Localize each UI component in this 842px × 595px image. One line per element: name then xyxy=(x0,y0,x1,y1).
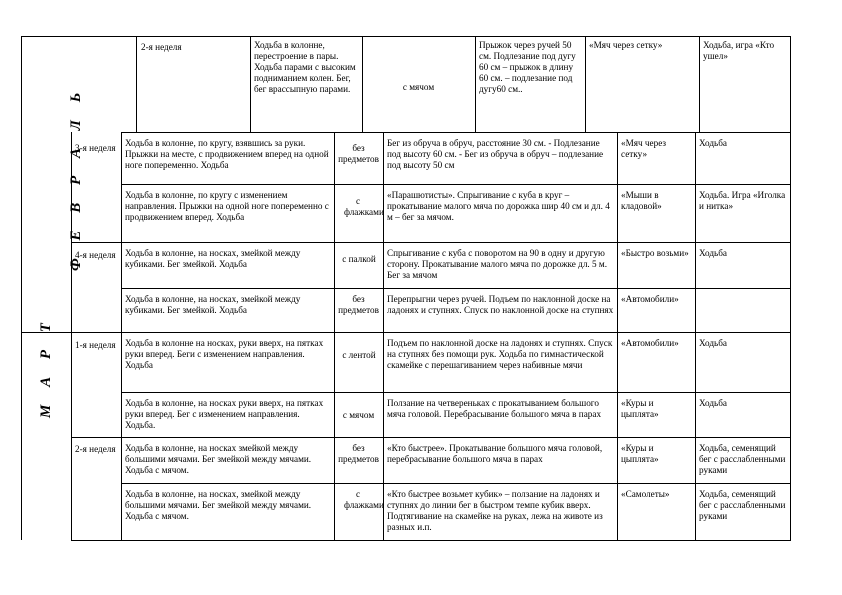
equipment-cell: с мячом xyxy=(402,82,435,92)
week-label: 1-я неделя xyxy=(75,340,116,350)
final-part-cell: Ходьба, игра «Кто ушел» xyxy=(703,40,775,61)
basic-movements-cell: Ползание на четвереньках с прокатыванием большого мяча головой. Перебрасывание большого мяча в парах xyxy=(387,398,602,419)
walking-cell: Ходьба в колонне, на носках, змейкой между кубиками. Бег змейкой. Ходьба xyxy=(125,294,301,315)
walking-cell: Ходьба в колонне, на носках, змейкой между большими мячами. Бег змейкой между мячами. Ходьба с мячом. xyxy=(125,489,312,521)
grid-line xyxy=(136,36,137,132)
basic-movements-cell: Бег из обруча в обруч, расстояние 30 см. - Подлезание под высоту 60 см. - Бег из обруча в обруч – подлезание под высоту 50 см xyxy=(387,138,604,170)
week-label: 4-я неделя xyxy=(75,250,116,260)
game-cell: «Куры и цыплята» xyxy=(621,443,659,464)
game-cell: «Самолеты» xyxy=(621,489,670,499)
final-part-cell: Ходьба xyxy=(699,398,728,408)
basic-movements-cell: «Кто быстрее возьмет кубик» – ползание на ладонях и ступнях до линии бег в быстром темпе кубик вверх. Подтягивание на скамейке на руках, лежа на животе из разных и.п. xyxy=(387,489,603,532)
month-label-february: Ф Е В Р А Л Ь xyxy=(68,85,84,271)
walking-cell: Ходьба в колонне, по кругу, взявшись за руки. Прыжки на месте, с продвижением вперед на одной ноге попеременно. Ходьба xyxy=(125,138,329,170)
grid-line xyxy=(790,36,791,540)
month-label-march: М А Р Т xyxy=(38,316,54,418)
basic-movements-cell: Прыжок через ручей 50 см. Подлезание под дугу 60 см – прыжок в длину 60 см. – подлезание под дугу60 см.. xyxy=(479,40,576,94)
grid-line xyxy=(71,540,791,541)
game-cell: «Куры и цыплята» xyxy=(621,398,659,419)
basic-movements-cell: Перепрыгни через ручей. Подъем по наклонной доске на ладонях и ступнях. Спуск по наклонной доске на ступнях xyxy=(387,294,614,315)
walking-cell: Ходьба в колонне, на носках руки вверх, на пятках руки вперед. Бег с изменением направления. Ходьба. xyxy=(125,398,324,430)
basic-movements-cell: Подъем по наклонной доске на ладонях и ступнях. Спуск на ступнях без помощи рук. Ходьба по гимнастической скамейке с перешагиванием через набивные мячи xyxy=(387,338,613,370)
walking-cell: Ходьба в колонне, перестроение в пары. Ходьба парами с высоким подниманием колен. Бег, бег врассыпную парами. xyxy=(254,40,356,94)
week-label: 3-я неделя xyxy=(75,143,116,153)
equipment-cell: без предметов xyxy=(338,294,379,315)
grid-line xyxy=(121,392,791,393)
walking-cell: Ходьба в колонне, на носках змейкой между большими мячами. Бег змейкой между мячами. Ходьба с мячом. xyxy=(125,443,312,475)
grid-line xyxy=(121,288,791,289)
game-cell: «Автомобили» xyxy=(621,294,679,304)
walking-cell: Ходьба в колонне, на носках, змейкой между кубиками. Бег змейкой. Ходьба xyxy=(125,248,301,269)
grid-line xyxy=(250,36,251,132)
grid-line xyxy=(21,36,22,540)
final-part-cell: Ходьба, семенящий бег с расслабленными руками xyxy=(699,443,786,475)
equipment-cell: с палкой xyxy=(342,254,376,264)
game-cell: «Мяч через сетку» xyxy=(589,40,663,50)
final-part-cell: Ходьба, семенящий бег с расслабленными руками xyxy=(699,489,786,521)
walking-cell: Ходьба в колонне на носках, руки вверх, на пятках руки вперед. Беги с изменением направления. Ходьба xyxy=(125,338,324,370)
grid-line xyxy=(121,132,791,133)
equipment-cell: с лентой xyxy=(342,350,376,360)
grid-line xyxy=(699,36,700,132)
basic-movements-cell: «Парашютисты». Спрыгивание с куба в круг – прокатывание малого мяча по дорожка шир 40 см и дл. 4 м – бег за мячом. xyxy=(387,190,610,222)
equipment-cell: с флажками xyxy=(344,196,384,217)
grid-line xyxy=(617,132,618,540)
equipment-cell: без предметов xyxy=(338,143,379,164)
final-part-cell: Ходьба xyxy=(699,338,728,348)
equipment-cell: без предметов xyxy=(338,443,379,464)
equipment-cell: с мячом xyxy=(342,410,375,420)
grid-line xyxy=(585,36,586,132)
basic-movements-cell: «Кто быстрее». Прокатывание большого мяча головой, перебрасывание большого мяча в парах xyxy=(387,443,603,464)
week-label: 2-я неделя xyxy=(75,444,116,454)
grid-line xyxy=(21,332,791,333)
game-cell: «Автомобили» xyxy=(621,338,679,348)
grid-line xyxy=(71,437,791,438)
grid-line xyxy=(475,36,476,132)
grid-line xyxy=(334,132,335,540)
grid-line xyxy=(121,184,791,185)
equipment-cell: с флажками xyxy=(344,489,384,510)
grid-line xyxy=(383,132,384,540)
grid-line xyxy=(121,132,122,540)
game-cell: «Мяч через сетку» xyxy=(621,138,667,159)
basic-movements-cell: Спрыгивание с куба с поворотом на 90 в одну и другую сторону. Прокатывание малого мяча по дорожке дл. 5 м. Бег за мячом xyxy=(387,248,608,280)
week-label: 2-я неделя xyxy=(141,42,182,52)
game-cell: «Мыши в кладовой» xyxy=(621,190,662,211)
game-cell: «Быстро возьми» xyxy=(621,248,689,258)
final-part-cell: Ходьба xyxy=(699,138,728,148)
grid-line xyxy=(71,242,791,243)
walking-cell: Ходьба в колонне, по кругу с изменением направления. Прыжки на одной ноге попеременно с продвижением вперед. Ходьба xyxy=(125,190,329,222)
grid-line xyxy=(695,132,696,540)
final-part-cell: Ходьба xyxy=(699,248,728,258)
grid-line xyxy=(121,483,791,484)
final-part-cell: Ходьба. Игра «Иголка и нитка» xyxy=(699,190,786,211)
grid-line xyxy=(362,36,363,132)
